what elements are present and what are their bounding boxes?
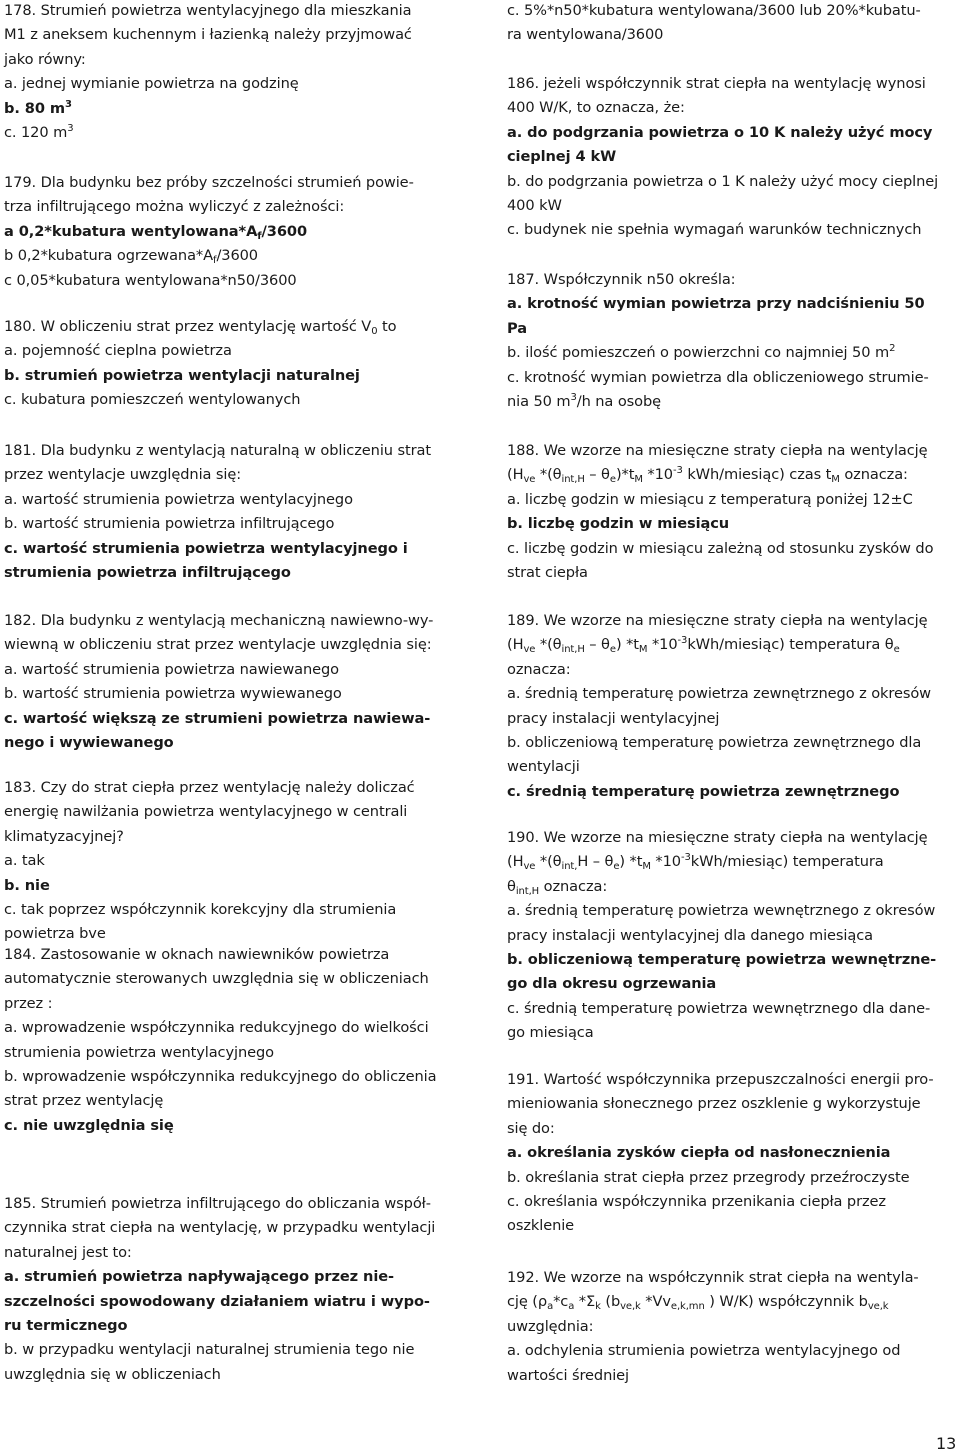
text-run: a. tak: [4, 852, 45, 869]
question-text-line: [4, 317, 396, 337]
subscript: ve,k: [620, 1301, 641, 1312]
text-run: b. wprowadzenie współczynnika redukcyjnego do obliczenia: [4, 1068, 437, 1085]
question-text-line: [4, 778, 415, 798]
correct-answer-line: [507, 974, 716, 994]
text-run: b. do podgrzania powietrza o 1 K należy użyć mocy cieplnej: [507, 173, 939, 190]
text-run: strat ciepła: [507, 564, 588, 581]
text-run: M1 z aneksem kuchennym i łazienką należy przyjmować: [4, 26, 412, 43]
text-line: [4, 1218, 435, 1238]
text-run: przez :: [4, 995, 53, 1012]
subscript: int,H: [515, 886, 540, 897]
subscript: int,H: [561, 474, 585, 485]
text-line: [507, 733, 921, 753]
text-line: [507, 684, 931, 704]
text-run: jako równy:: [4, 51, 86, 68]
text-line: [4, 1067, 436, 1087]
text-run: c. 5%*n50*kubatura wentylowana/3600 lub 20%*kubatu-: [507, 2, 921, 19]
text-run: czynnika strat ciepła na wentylację, w przypadku wentylacji: [4, 1219, 436, 1236]
text-line: [507, 343, 895, 363]
correct-answer-line: [4, 366, 360, 386]
text-run: b. nie: [4, 877, 50, 894]
text-line: [4, 635, 432, 655]
text-run: 178. Strumień powietrza wentylacyjnego dla mieszkania: [4, 2, 412, 19]
subscript: ve,k: [867, 1301, 889, 1312]
text-run: 400 W/K, to oznacza, że:: [507, 99, 685, 116]
text-run: a. strumień powietrza napływającego przez nie-: [4, 1268, 395, 1285]
text-line: [4, 924, 106, 944]
text-run: go dla okresu ogrzewania: [507, 975, 717, 992]
text-run: pracy instalacji wentylacyjnej: [507, 710, 720, 727]
text-line: [507, 926, 873, 946]
text-run: 180. W obliczeniu strat przez wentylację wartość V: [4, 318, 372, 335]
text-line: [507, 852, 884, 872]
text-run: klimatyzacyjnej?: [4, 828, 124, 845]
text-run: (H: [507, 636, 524, 653]
text-run: b. obliczeniową temperaturę powietrza wewnętrzne-: [507, 951, 937, 968]
text-run: c. wartość większą ze strumieni powietrza nawiewa-: [4, 710, 431, 727]
text-line: [507, 1216, 574, 1236]
question-text-line: [507, 1268, 919, 1288]
subscript: e: [893, 644, 900, 655]
question-text-line: [507, 828, 928, 848]
text-line: [507, 635, 900, 655]
text-run: *10: [647, 636, 678, 653]
text-line: [4, 969, 429, 989]
text-run: nia 50 m: [507, 393, 571, 410]
text-line: [4, 271, 297, 291]
correct-answer-line: [4, 1316, 127, 1336]
text-line: [4, 465, 241, 485]
correct-answer-line: [4, 709, 430, 729]
text-line: [507, 660, 571, 680]
text-run: a. średnią temperaturę powietrza zewnętrznego z okresów: [507, 685, 931, 702]
text-run: *Σ: [574, 1293, 596, 1310]
text-run: trza infiltrującego można wyliczyć z zależności:: [4, 198, 345, 215]
text-run: energię nawilżania powietrza wentylacyjnego w centrali: [4, 803, 408, 820]
text-run: 181. Dla budynku z wentylacją naturalną w obliczeniu strat: [4, 442, 431, 459]
text-run: /h na osobę: [576, 393, 662, 410]
subscript: f: [257, 231, 262, 242]
correct-answer-line: [507, 294, 925, 314]
question-text-line: [507, 441, 928, 461]
subscript: a: [568, 1301, 575, 1312]
text-run: wentylacji: [507, 758, 580, 775]
text-line: [4, 25, 412, 45]
text-line: [4, 1018, 429, 1038]
text-run: a 0,2*kubatura wentylowana*A: [4, 223, 258, 240]
text-line: [4, 341, 232, 361]
text-run: b. wartość strumienia powietrza wywiewanego: [4, 685, 342, 702]
text-line: [507, 1292, 888, 1312]
text-run: /3600: [261, 223, 307, 240]
text-run: /3600: [216, 247, 258, 264]
correct-answer-line: [4, 563, 291, 583]
text-run: a. do podgrzania powietrza o 10 K należy użyć mocy: [507, 124, 933, 141]
text-run: a. średnią temperaturę powietrza wewnętrznego z okresów: [507, 902, 936, 919]
text-line: [507, 1317, 593, 1337]
text-run: a. odchylenia strumienia powietrza wentylacyjnego od: [507, 1342, 901, 1359]
text-run: *10: [642, 466, 673, 483]
text-run: a. określania zysków ciepła od nasłonecznienia: [507, 1144, 891, 1161]
subscript: int,: [561, 861, 578, 872]
text-run: 186. jeżeli współczynnik strat ciepła na wentylację wynosi: [507, 75, 926, 92]
text-run: się do:: [507, 1120, 555, 1137]
text-line: [507, 1192, 886, 1212]
text-run: c. liczbę godzin w miesiącu zależną od stosunku zysków do: [507, 540, 934, 557]
text-run: *c: [553, 1293, 569, 1310]
text-line: [507, 490, 913, 510]
text-line: [4, 246, 258, 266]
text-run: ru termicznego: [4, 1317, 128, 1334]
text-run: *Vv: [640, 1293, 671, 1310]
subscript: ve: [523, 644, 536, 655]
text-line: [507, 709, 719, 729]
text-line: [507, 25, 663, 45]
text-line: [507, 392, 661, 412]
text-run: 192. We wzorze na współczynnik strat ciepła na wentyla-: [507, 1269, 919, 1286]
text-run: (H: [507, 853, 524, 870]
text-line: [507, 172, 938, 192]
correct-answer-line: [507, 1143, 890, 1163]
text-run: oszklenie: [507, 1217, 575, 1234]
subscript: 0: [371, 326, 378, 337]
text-line: [507, 1, 921, 21]
superscript: -3: [673, 465, 683, 476]
question-text-line: [507, 611, 928, 631]
text-run: b. liczbę godzin w miesiącu: [507, 515, 730, 532]
question-text-line: [4, 945, 389, 965]
correct-answer-line: [507, 147, 616, 167]
question-text-line: [4, 611, 433, 631]
subscript: k: [595, 1301, 601, 1312]
text-line: [507, 901, 935, 921]
correct-answer-line: [4, 539, 408, 559]
text-line: [4, 684, 342, 704]
text-run: b. ilość pomieszczeń o powierzchni co najmniej 50 m: [507, 344, 890, 361]
text-run: H – θ: [577, 853, 614, 870]
text-run: c 0,05*kubatura wentylowana*n50/3600: [4, 272, 297, 289]
correct-answer-line: [4, 733, 174, 753]
text-line: [507, 999, 930, 1019]
text-run: b. 80 m: [4, 100, 65, 117]
text-line: [4, 490, 353, 510]
superscript: 3: [67, 123, 74, 134]
text-run: strat przez wentylację: [4, 1092, 164, 1109]
text-run: a. krotność wymian powietrza przy nadciśnieniu 50: [507, 295, 925, 312]
question-text-line: [4, 441, 431, 461]
text-run: ) *t: [615, 636, 639, 653]
text-run: mieniowania słonecznego przez oszklenie g wykorzystuje: [507, 1095, 921, 1112]
text-run: *(θ: [535, 636, 562, 653]
text-line: [4, 390, 300, 410]
correct-answer-line: [4, 1116, 174, 1136]
correct-answer-line: [4, 876, 50, 896]
text-run: c. średnią temperaturę powietrza zewnętrznego: [507, 783, 900, 800]
subscript: f: [213, 255, 217, 266]
text-run: b. wartość strumienia powietrza infiltrującego: [4, 515, 335, 532]
question-text-line: [507, 1070, 934, 1090]
correct-answer-line: [4, 222, 307, 242]
text-run: c. kubatura pomieszczeń wentylowanych: [4, 391, 301, 408]
text-line: [507, 1094, 921, 1114]
text-run: *(θ: [535, 466, 562, 483]
subscript: M: [638, 644, 648, 655]
text-run: b. określania strat ciepła przez przegrody przeźroczyste: [507, 1169, 910, 1186]
text-line: [507, 1366, 629, 1386]
text-run: wartości średniej: [507, 1367, 630, 1384]
text-line: [507, 220, 921, 240]
text-line: [507, 757, 580, 777]
subscript: ve: [523, 474, 536, 485]
text-run: 185. Strumień powietrza infiltrującego do obliczania współ-: [4, 1195, 431, 1212]
text-line: [4, 514, 334, 534]
text-run: przez wentylacje uwzględnia się:: [4, 466, 242, 483]
subscript: e: [609, 644, 616, 655]
correct-answer-line: [507, 319, 527, 339]
text-run: c. średnią temperaturę powietrza wewnętrznego dla dane-: [507, 1000, 931, 1017]
superscript: 2: [889, 343, 896, 354]
superscript: 3: [64, 99, 72, 110]
text-run: strumienia powietrza wentylacyjnego: [4, 1044, 274, 1061]
correct-answer-line: [4, 1292, 430, 1312]
subscript: M: [642, 861, 651, 872]
text-run: 179. Dla budynku bez próby szczelności strumień powie-: [4, 174, 414, 191]
text-run: – θ: [584, 466, 610, 483]
correct-answer-line: [507, 514, 729, 534]
subscript: int,H: [561, 644, 585, 655]
text-run: oznacza:: [507, 661, 571, 678]
subscript: e,k,mn: [670, 1301, 705, 1312]
text-run: kWh/miesiąc) temperatura: [690, 853, 884, 870]
correct-answer-line: [507, 782, 899, 802]
text-line: [507, 98, 685, 118]
text-run: naturalnej jest to:: [4, 1244, 132, 1261]
text-run: uwzględnia:: [507, 1318, 594, 1335]
text-line: [507, 1023, 594, 1043]
superscript: -3: [677, 635, 688, 646]
text-run: c. budynek nie spełnia wymagań warunków technicznych: [507, 221, 922, 238]
text-run: b. strumień powietrza wentylacji naturalnej: [4, 367, 360, 384]
text-run: szczelności spowodowany działaniem wiatru i wypo-: [4, 1293, 430, 1310]
text-run: 184. Zastosowanie w oknach nawiewników powietrza: [4, 946, 390, 963]
superscript: 3: [570, 392, 577, 403]
text-line: [4, 994, 52, 1014]
text-run: 188. We wzorze na miesięczne straty ciepła na wentylację: [507, 442, 928, 459]
text-line: [4, 827, 124, 847]
text-run: cję (ρ: [507, 1293, 548, 1310]
text-line: [507, 563, 588, 583]
text-run: go miesiąca: [507, 1024, 594, 1041]
text-run: 189. We wzorze na miesięczne straty ciepła na wentylację: [507, 612, 928, 629]
subscript: ve: [523, 861, 536, 872]
text-run: *(θ: [535, 853, 562, 870]
text-line: [4, 74, 299, 94]
correct-answer-line: [4, 99, 72, 119]
text-run: (H: [507, 466, 524, 483]
text-run: 187. Współczynnik n50 określa:: [507, 271, 736, 288]
question-text-line: [507, 270, 735, 290]
subscript: e: [609, 474, 616, 485]
text-run: wiewną w obliczeniu strat przez wentylacje uwzględnia się:: [4, 636, 432, 653]
question-text-line: [4, 173, 414, 193]
text-run: c. 120 m: [4, 124, 68, 141]
text-line: [4, 1043, 274, 1063]
text-run: 400 kW: [507, 197, 562, 214]
text-line: [4, 1340, 414, 1360]
text-run: automatycznie sterowanych uwzględnia się w obliczeniach: [4, 970, 429, 987]
text-run: c. nie uwzględnia się: [4, 1117, 174, 1134]
text-run: )*t: [615, 466, 635, 483]
text-line: [507, 1341, 900, 1361]
text-line: [4, 197, 344, 217]
text-run: (b: [600, 1293, 621, 1310]
superscript: -3: [680, 852, 691, 863]
text-run: a. liczbę godzin w miesiącu z temperaturą poniżej 12±C: [507, 491, 913, 508]
text-run: θ: [507, 878, 516, 895]
text-run: kWh/miesiąc) temperatura θ: [687, 636, 894, 653]
text-run: kWh/miesiąc) czas t: [682, 466, 832, 483]
text-run: 182. Dla budynku z wentylacją mechaniczną nawiewno-wy-: [4, 612, 434, 629]
text-line: [4, 50, 86, 70]
text-run: c. wartość strumienia powietrza wentylacyjnego i: [4, 540, 408, 557]
text-run: a. jednej wymianie powietrza na godzinę: [4, 75, 299, 92]
text-line: [507, 196, 562, 216]
text-run: 191. Wartość współczynnika przepuszczalności energii pro-: [507, 1071, 934, 1088]
text-run: b. obliczeniową temperaturę powietrza zewnętrznego dla: [507, 734, 922, 751]
text-line: [4, 660, 339, 680]
text-run: c. tak poprzez współczynnik korekcyjny dla strumienia: [4, 901, 397, 918]
text-run: b. w przypadku wentylacji naturalnej strumienia tego nie: [4, 1341, 415, 1358]
text-run: oznacza:: [539, 878, 608, 895]
text-run: a. wartość strumienia powietrza wentylacyjnego: [4, 491, 353, 508]
question-text-line: [4, 1194, 431, 1214]
text-run: cieplnej 4 kW: [507, 148, 617, 165]
text-run: 183. Czy do strat ciepła przez wentylację należy doliczać: [4, 779, 415, 796]
text-run: to: [377, 318, 397, 335]
text-run: ) W/K) współczynnik b: [704, 1293, 868, 1310]
correct-answer-line: [4, 1267, 394, 1287]
text-line: [4, 123, 73, 143]
text-run: a. wprowadzenie współczynnika redukcyjnego do wielkości: [4, 1019, 429, 1036]
text-line: [4, 900, 396, 920]
question-text-line: [507, 74, 926, 94]
text-run: 190. We wzorze na miesięczne straty ciepła na wentylację: [507, 829, 928, 846]
text-line: [4, 1091, 163, 1111]
question-text-line: [4, 1, 411, 21]
subscript: M: [634, 474, 643, 485]
text-line: [4, 851, 45, 871]
text-line: [4, 1243, 132, 1263]
text-run: c. krotność wymian powietrza dla obliczeniowego strumie-: [507, 369, 929, 386]
text-line: [4, 802, 407, 822]
subscript: M: [831, 474, 840, 485]
text-line: [507, 465, 908, 485]
subscript: a: [547, 1301, 554, 1312]
text-run: c. określania współczynnika przenikania ciepła przez: [507, 1193, 886, 1210]
text-line: [4, 1365, 221, 1385]
text-line: [507, 1168, 909, 1188]
text-run: oznacza:: [839, 466, 908, 483]
text-run: ) *t: [619, 853, 643, 870]
text-run: – θ: [584, 636, 610, 653]
correct-answer-line: [507, 123, 932, 143]
text-run: *10: [650, 853, 681, 870]
text-line: [507, 368, 929, 388]
text-line: [507, 539, 933, 559]
correct-answer-line: [507, 950, 936, 970]
text-run: a. pojemność cieplna powietrza: [4, 342, 232, 359]
text-run: nego i wywiewanego: [4, 734, 174, 751]
text-line: [507, 1119, 555, 1139]
text-run: pracy instalacji wentylacyjnej dla danego miesiąca: [507, 927, 873, 944]
text-run: uwzględnia się w obliczeniach: [4, 1366, 221, 1383]
text-run: powietrza bve: [4, 925, 106, 942]
text-line: [507, 877, 607, 897]
subscript: e: [613, 861, 620, 872]
page-number: 13: [936, 1434, 957, 1453]
text-run: ra wentylowana/3600: [507, 26, 664, 43]
text-run: a. wartość strumienia powietrza nawiewanego: [4, 661, 340, 678]
text-run: Pa: [507, 320, 527, 337]
text-run: b 0,2*kubatura ogrzewana*A: [4, 247, 214, 264]
text-run: strumienia powietrza infiltrującego: [4, 564, 291, 581]
